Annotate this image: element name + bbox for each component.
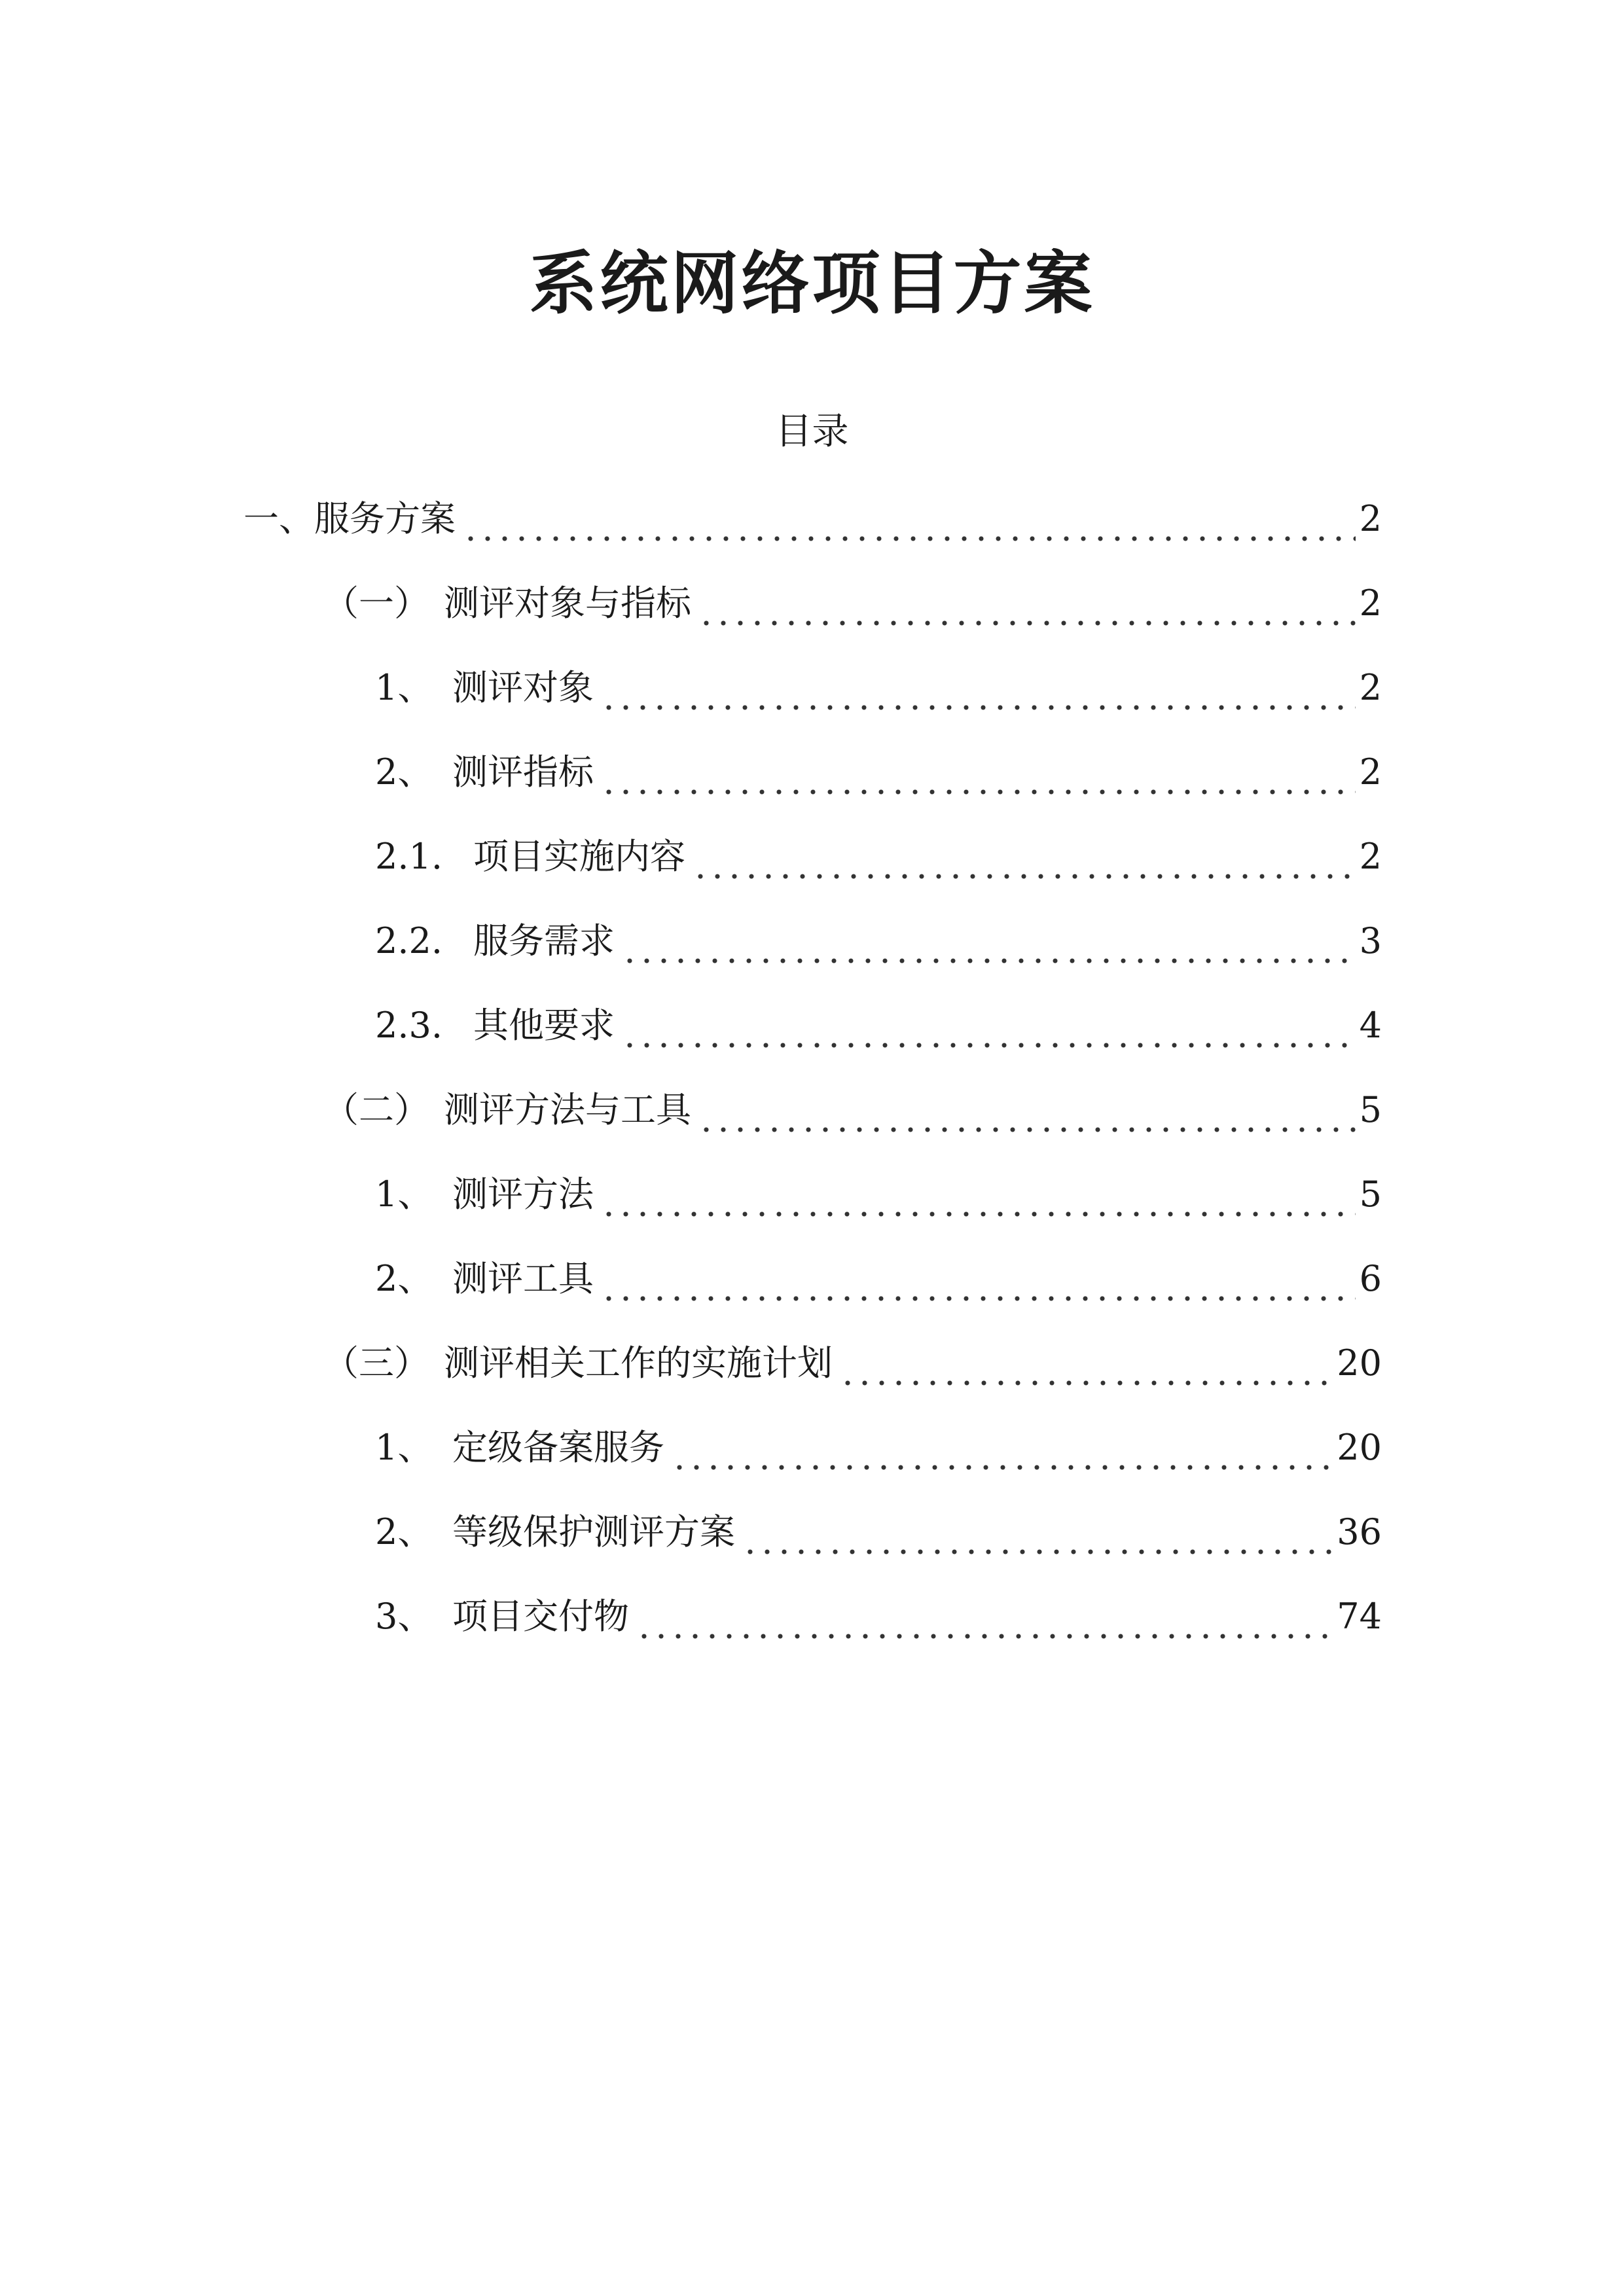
toc-entry[interactable] — [375, 827, 1382, 886]
toc-entry[interactable] — [375, 743, 1382, 802]
toc-entry-label: 测评相关工作的实施计划 — [444, 1342, 833, 1384]
toc-entry-page: 2 — [1359, 836, 1382, 877]
toc-entry-number: 2.3. — [375, 1005, 443, 1046]
toc-entry[interactable] — [375, 1249, 1382, 1308]
toc-dot-leader — [621, 996, 1356, 1055]
toc-dot-leader — [600, 743, 1356, 802]
toc-entry-label: 测评指标 — [452, 751, 594, 793]
toc-entry-number: （一） — [323, 583, 429, 624]
toc-entry[interactable] — [323, 1334, 1382, 1393]
toc-dot-leader — [636, 1587, 1333, 1646]
toc-entry-page: 5 — [1359, 1174, 1382, 1215]
toc-entry[interactable] — [375, 912, 1382, 971]
toc-entry-number: 2、 — [375, 1258, 433, 1299]
toc-entry-number: 1、 — [375, 667, 433, 708]
toc-entry-page: 5 — [1359, 1089, 1382, 1130]
toc-entry[interactable] — [375, 996, 1382, 1055]
toc-dot-leader — [621, 912, 1356, 971]
toc-entry-number: 2.1. — [375, 836, 443, 877]
toc-entry-label: 测评工具 — [452, 1258, 594, 1299]
toc-dot-leader — [462, 490, 1356, 548]
toc-entry-label: 测评对象与指标 — [444, 583, 691, 624]
toc-entry-number: 1、 — [375, 1174, 433, 1215]
toc-entry[interactable] — [375, 658, 1382, 717]
toc-entry-label: 服务需求 — [473, 920, 615, 961]
toc-entry-page: 74 — [1337, 1596, 1382, 1637]
toc-entry-number: 2、 — [375, 1511, 433, 1552]
toc-entry-number: （二） — [323, 1089, 429, 1130]
toc-entry-label: 测评方法与工具 — [444, 1089, 691, 1130]
toc-entry[interactable] — [323, 574, 1382, 633]
toc-heading: 目录 — [775, 410, 849, 453]
toc-entry-page: 6 — [1359, 1258, 1382, 1299]
toc-entry-number: 2、 — [375, 751, 433, 793]
toc-entry[interactable] — [375, 1587, 1382, 1646]
toc-entry-label: 测评方法 — [452, 1174, 594, 1215]
toc-entry-label: 等级保护测评方案 — [452, 1511, 735, 1552]
toc-entry-label: 项目交付物 — [452, 1596, 629, 1637]
toc-entry-page: 2 — [1359, 751, 1382, 793]
toc-dot-leader — [692, 827, 1356, 886]
toc-entry-page: 4 — [1359, 1005, 1382, 1046]
toc-dot-leader — [698, 574, 1356, 633]
toc-entry-page: 2 — [1359, 498, 1382, 539]
toc-dot-leader — [698, 1081, 1356, 1139]
toc-entry[interactable] — [375, 1503, 1382, 1562]
toc-entry-label: 服务方案 — [314, 498, 456, 539]
toc-entry-number: 2.2. — [375, 920, 443, 961]
toc-entry-page: 3 — [1359, 920, 1382, 961]
toc-entry-label: 其他要求 — [473, 1005, 615, 1046]
toc-entry-number: 1、 — [375, 1427, 433, 1468]
toc-entry-label: 定级备案服务 — [452, 1427, 664, 1468]
toc-entry-page: 20 — [1337, 1427, 1382, 1468]
toc-entry[interactable] — [244, 490, 1382, 548]
toc-entry-number: （三） — [323, 1342, 429, 1384]
toc-entry[interactable] — [375, 1418, 1382, 1477]
toc-entry[interactable] — [375, 1165, 1382, 1224]
toc-entry-page: 20 — [1337, 1342, 1382, 1384]
document-title: 系统网络项目方案 — [529, 243, 1095, 323]
toc-entry-label: 项目实施内容 — [473, 836, 685, 877]
toc-dot-leader — [600, 658, 1356, 717]
toc-entry-label: 测评对象 — [452, 667, 594, 708]
toc-entry-page: 2 — [1359, 667, 1382, 708]
toc-dot-leader — [742, 1503, 1333, 1562]
toc-dot-leader — [600, 1249, 1356, 1308]
toc-dot-leader — [671, 1418, 1333, 1477]
toc-entry-number: 一、 — [244, 498, 314, 539]
toc-dot-leader — [839, 1334, 1333, 1393]
toc-entry[interactable] — [323, 1081, 1382, 1139]
toc-dot-leader — [600, 1165, 1356, 1224]
toc-entry-page: 2 — [1359, 583, 1382, 624]
toc-entry-page: 36 — [1337, 1511, 1382, 1552]
toc-entry-number: 3、 — [375, 1596, 433, 1637]
